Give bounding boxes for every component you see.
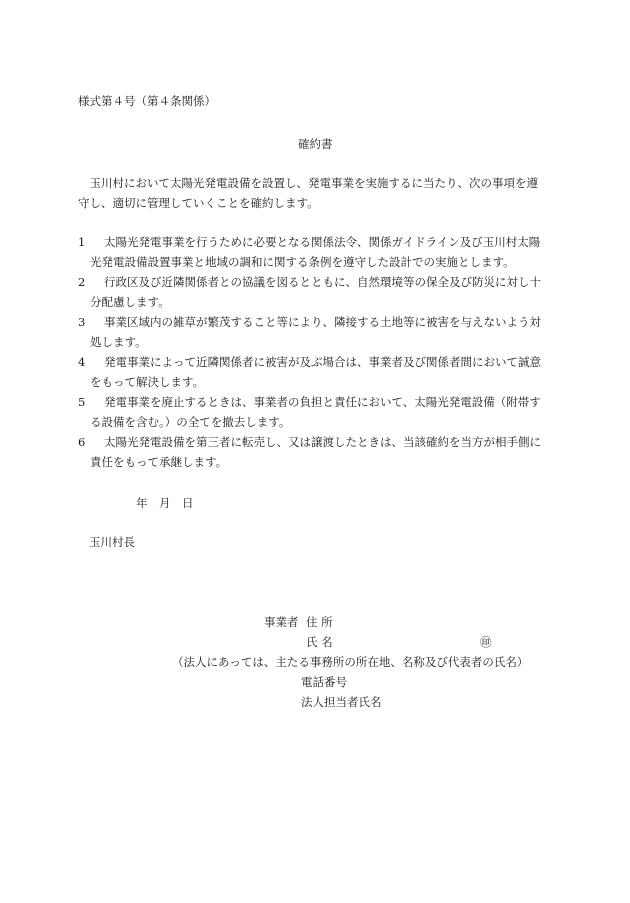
item-number: 5	[78, 395, 86, 409]
item-number: 4	[78, 355, 86, 369]
item-number: 2	[78, 275, 86, 289]
date-line: 年 月 日	[136, 496, 194, 510]
item-text-line-1: 太陽光発電事業を行うために必要となる関係法令、関係ガイドライン及び玉川村太陽	[104, 235, 541, 249]
contact-person-label: 法人担当者氏名	[301, 695, 382, 709]
item-text-line-1: 発電事業によって近隣関係者に被害が及ぶ場合は、事業者及び関係者間において誠意	[104, 355, 541, 369]
item-text-line-2: 処します。	[90, 335, 147, 349]
item-text-line-2: をもって解決します。	[90, 375, 205, 389]
item-number: 3	[78, 315, 86, 329]
name-label: 氏 名	[306, 635, 333, 649]
item-text-line-2: 分配慮します。	[90, 295, 170, 309]
item-text-line-1: 太陽光発電設備を第三者に転売し、又は譲渡したときは、当該確約を当方が相手側に	[104, 435, 541, 449]
item-text-line-1: 事業区域内の雑草が繁茂すること等により、隣接する土地等に被害を与えないよう対	[104, 315, 541, 329]
intro-line-2: 守し、適切に管理していくことを確約します。	[78, 196, 319, 210]
item-number: 6	[78, 435, 86, 449]
item-text-line-2: 責任をもって承継します。	[90, 455, 228, 469]
corporate-note: （法人にあっては、主たる事務所の所在地、名称及び代表者の氏名）	[172, 655, 529, 669]
business-label: 事業者	[264, 615, 299, 629]
item-text-line-2: る設備を含む。）の全てを撤去します。	[90, 415, 291, 429]
intro-line-1: 玉川村において太陽光発電設備を設置し、発電事業を実施するに当たり、次の事項を遵	[78, 176, 538, 190]
item-text-line-1: 発電事業を廃止するときは、事業者の負担と責任において、太陽光発電設備（附帯す	[104, 395, 541, 409]
phone-label: 電話番号	[301, 675, 347, 689]
addressee: 玉川村長	[89, 535, 135, 549]
form-label: 様式第４号（第４条関係）	[78, 94, 216, 108]
document-title: 確約書	[298, 137, 333, 151]
item-number: 1	[78, 235, 86, 249]
seal-mark: ㊞	[480, 635, 492, 649]
item-text-line-2: 光発電設備設置事業と地域の調和に関する条例を遵守した設計での実施とします。	[90, 255, 515, 269]
item-text-line-1: 行政区及び近隣関係者との協議を図るとともに、自然環境等の保全及び防災に対し十	[104, 275, 541, 289]
address-label: 住 所	[306, 615, 333, 629]
